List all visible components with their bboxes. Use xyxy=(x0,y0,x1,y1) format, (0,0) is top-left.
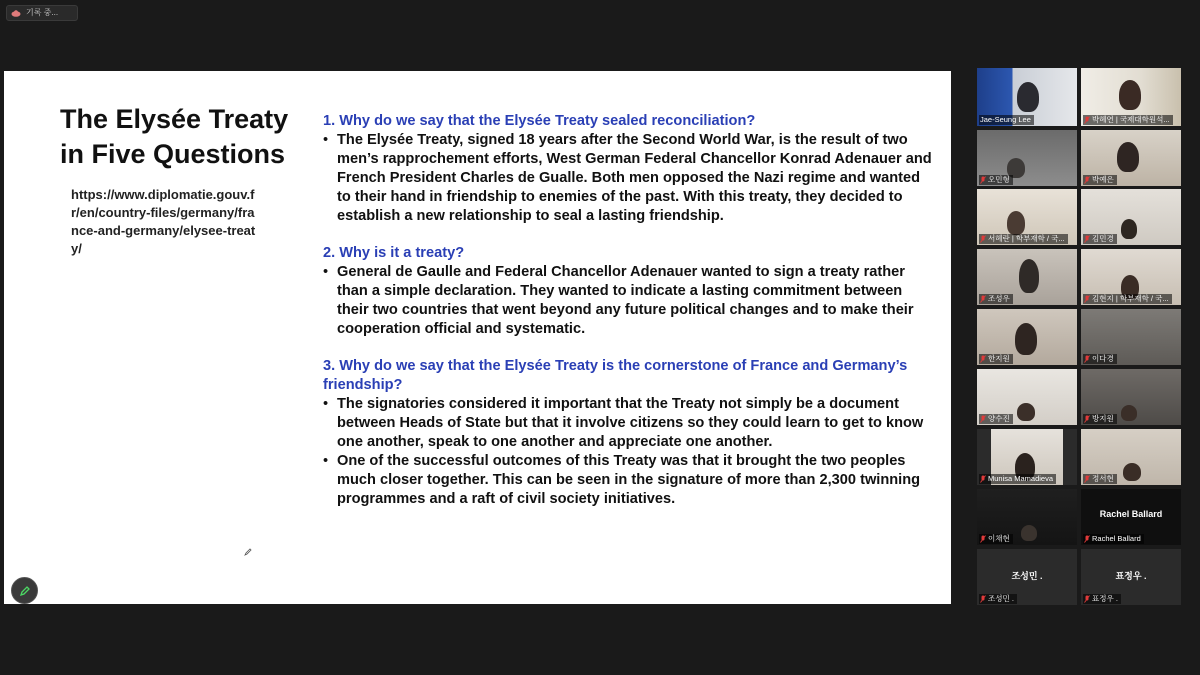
mic-muted-icon xyxy=(1084,475,1090,483)
participant-tile[interactable] xyxy=(977,189,1077,245)
participant-tile[interactable] xyxy=(977,489,1077,545)
recording-label: 기록 중... xyxy=(26,8,59,17)
participant-name-tag xyxy=(979,474,1056,484)
participant-silhouette xyxy=(1017,403,1035,421)
participant-name: Jae-Seung Lee xyxy=(980,115,1031,124)
participant-name: 박혜연 | 국제대학원석... xyxy=(1092,115,1170,124)
participant-silhouette xyxy=(1007,211,1025,235)
answer-bullet: • The signatories considered it important that the Treaty not simply be a document between Heads of State but that it involve citizens so they could learn to get to know one another, speak to one another and appreciate one another. xyxy=(323,395,933,452)
slide-body xyxy=(323,112,933,527)
participant-name-tag xyxy=(979,594,1017,604)
pencil-icon xyxy=(19,585,31,597)
participant-tile[interactable] xyxy=(1081,429,1181,485)
mic-muted-icon xyxy=(980,235,986,243)
participant-tile[interactable] xyxy=(977,130,1077,186)
participant-tile[interactable] xyxy=(977,369,1077,425)
participant-silhouette xyxy=(1015,323,1037,355)
participant-name: 박예은 xyxy=(1092,175,1114,184)
participant-name: 서혜란 | 학부재학 / 국... xyxy=(988,234,1065,243)
mic-muted-icon xyxy=(1084,355,1090,363)
participant-tile[interactable] xyxy=(1081,489,1181,545)
participant-silhouette xyxy=(1121,405,1137,421)
participant-silhouette xyxy=(1021,525,1037,541)
question-heading: 3. Why do we say that the Elysée Treaty is the cornerstone of France and Germany’s friendship? xyxy=(323,358,908,393)
cloud-record-icon xyxy=(11,9,21,17)
participant-tile[interactable] xyxy=(1081,369,1181,425)
participant-name: 조성민 . xyxy=(988,594,1014,603)
question-section xyxy=(323,244,933,339)
mic-muted-icon xyxy=(980,355,986,363)
mic-muted-icon xyxy=(1084,295,1090,303)
participant-silhouette xyxy=(1117,142,1139,172)
participant-tile[interactable] xyxy=(1081,68,1181,126)
question-section xyxy=(323,112,933,226)
participant-name-tag xyxy=(1083,234,1117,244)
participant-silhouette xyxy=(1017,82,1039,112)
participant-name: 이다경 xyxy=(1092,354,1114,363)
participant-name: 정서현 xyxy=(1092,474,1114,483)
mic-muted-icon xyxy=(980,535,986,543)
participant-display-name: 표정우 . xyxy=(1115,571,1147,581)
participant-name-tag xyxy=(979,354,1013,364)
participant-tile[interactable] xyxy=(977,68,1077,126)
participant-name: Rachel Ballard xyxy=(1092,534,1141,543)
participant-name: 조성우 xyxy=(988,294,1010,303)
participant-name-tag xyxy=(979,234,1068,244)
mic-muted-icon xyxy=(1084,595,1090,603)
mic-muted-icon xyxy=(1084,116,1090,124)
mic-muted-icon xyxy=(980,595,986,603)
question-section xyxy=(323,357,933,509)
participant-name-tag xyxy=(1083,594,1121,604)
participant-silhouette xyxy=(1019,259,1039,293)
participant-name: 표정우 . xyxy=(1092,594,1118,603)
slide-source-url: https://www.diplomatie.gouv.fr/en/country-files/germany/france-and-germany/elysee-treaty/ xyxy=(71,187,256,256)
recording-badge[interactable] xyxy=(6,5,78,21)
mic-muted-icon xyxy=(1084,415,1090,423)
shared-slide xyxy=(4,71,951,604)
participant-name: 양수진 xyxy=(988,414,1010,423)
participant-tile[interactable] xyxy=(977,549,1077,605)
participant-name-tag xyxy=(979,115,1034,125)
participant-name-tag xyxy=(979,534,1013,544)
question-heading: 2. Why is it a treaty? xyxy=(323,245,465,261)
mic-muted-icon xyxy=(980,415,986,423)
mic-muted-icon xyxy=(980,176,986,184)
participant-tile[interactable] xyxy=(1081,309,1181,365)
participant-silhouette xyxy=(1123,463,1141,481)
question-heading: 1. Why do we say that the Elysée Treaty sealed reconciliation? xyxy=(323,113,756,129)
participant-name-tag xyxy=(1083,175,1117,185)
participant-name: 방지원 xyxy=(1092,414,1114,423)
participant-name: 김현지 | 학부재학 / 국... xyxy=(1092,294,1169,303)
mic-muted-icon xyxy=(980,295,986,303)
answer-bullet: • One of the successful outcomes of this Treaty was that it brought the two peoples much closer together. This can be seen in the signature of more than 2,300 twinning programmes and a raft of civil society initiatives. xyxy=(323,452,933,509)
participant-silhouette xyxy=(1121,219,1137,239)
participant-silhouette xyxy=(1119,80,1141,110)
answer-bullet: • General de Gaulle and Federal Chancellor Adenauer wanted to sign a treaty rather than a simple declaration. They wanted to indicate a lasting commitment between their two countries that went beyond any future political changes and to make their cooperation official and systematic. xyxy=(323,263,933,339)
participant-name-tag xyxy=(1083,294,1172,304)
mic-muted-icon xyxy=(1084,535,1090,543)
participant-tile[interactable] xyxy=(1081,549,1181,605)
participant-display-name: Rachel Ballard xyxy=(1099,509,1163,519)
participant-tile[interactable] xyxy=(1081,130,1181,186)
participant-name: 한지원 xyxy=(988,354,1010,363)
participant-display-name: 조성민 . xyxy=(1011,571,1043,581)
participant-tile[interactable] xyxy=(977,249,1077,305)
participant-name-tag xyxy=(979,414,1013,424)
participant-name: 이채현 xyxy=(988,534,1010,543)
mic-muted-icon xyxy=(980,475,986,483)
participant-tile[interactable] xyxy=(977,309,1077,365)
pen-cursor-icon xyxy=(244,548,252,556)
participant-name-tag xyxy=(979,294,1013,304)
participant-name: 오민형 xyxy=(988,175,1010,184)
slide-title: The Elysée Treaty in Five Questions xyxy=(60,104,289,169)
participant-name: 김민경 xyxy=(1092,234,1114,243)
participant-name-tag xyxy=(1083,414,1117,424)
annotate-button[interactable] xyxy=(11,577,38,604)
participant-name-tag xyxy=(1083,354,1117,364)
participant-name-tag xyxy=(1083,534,1144,544)
mic-muted-icon xyxy=(1084,176,1090,184)
mic-muted-icon xyxy=(1084,235,1090,243)
participant-name-tag xyxy=(1083,474,1117,484)
participant-name: Munisa Mamadieva xyxy=(988,474,1054,483)
participant-name-tag xyxy=(1083,115,1173,125)
answer-bullet: • The Elysée Treaty, signed 18 years after the Second World War, is the result of two men’s rapprochement efforts, West German Federal Chancellor Konrad Adenauer and French President Charles de Gualle. Both men opposed the Nazi regime and wanted to their hand in friendship to enemies of the past. With this treaty, they decided to establish a new relationship to seal a lasting friendship. xyxy=(323,131,933,226)
participant-tile[interactable] xyxy=(1081,189,1181,245)
participant-name-tag xyxy=(979,175,1013,185)
participant-tile[interactable] xyxy=(977,429,1077,485)
participant-tile[interactable] xyxy=(1081,249,1181,305)
